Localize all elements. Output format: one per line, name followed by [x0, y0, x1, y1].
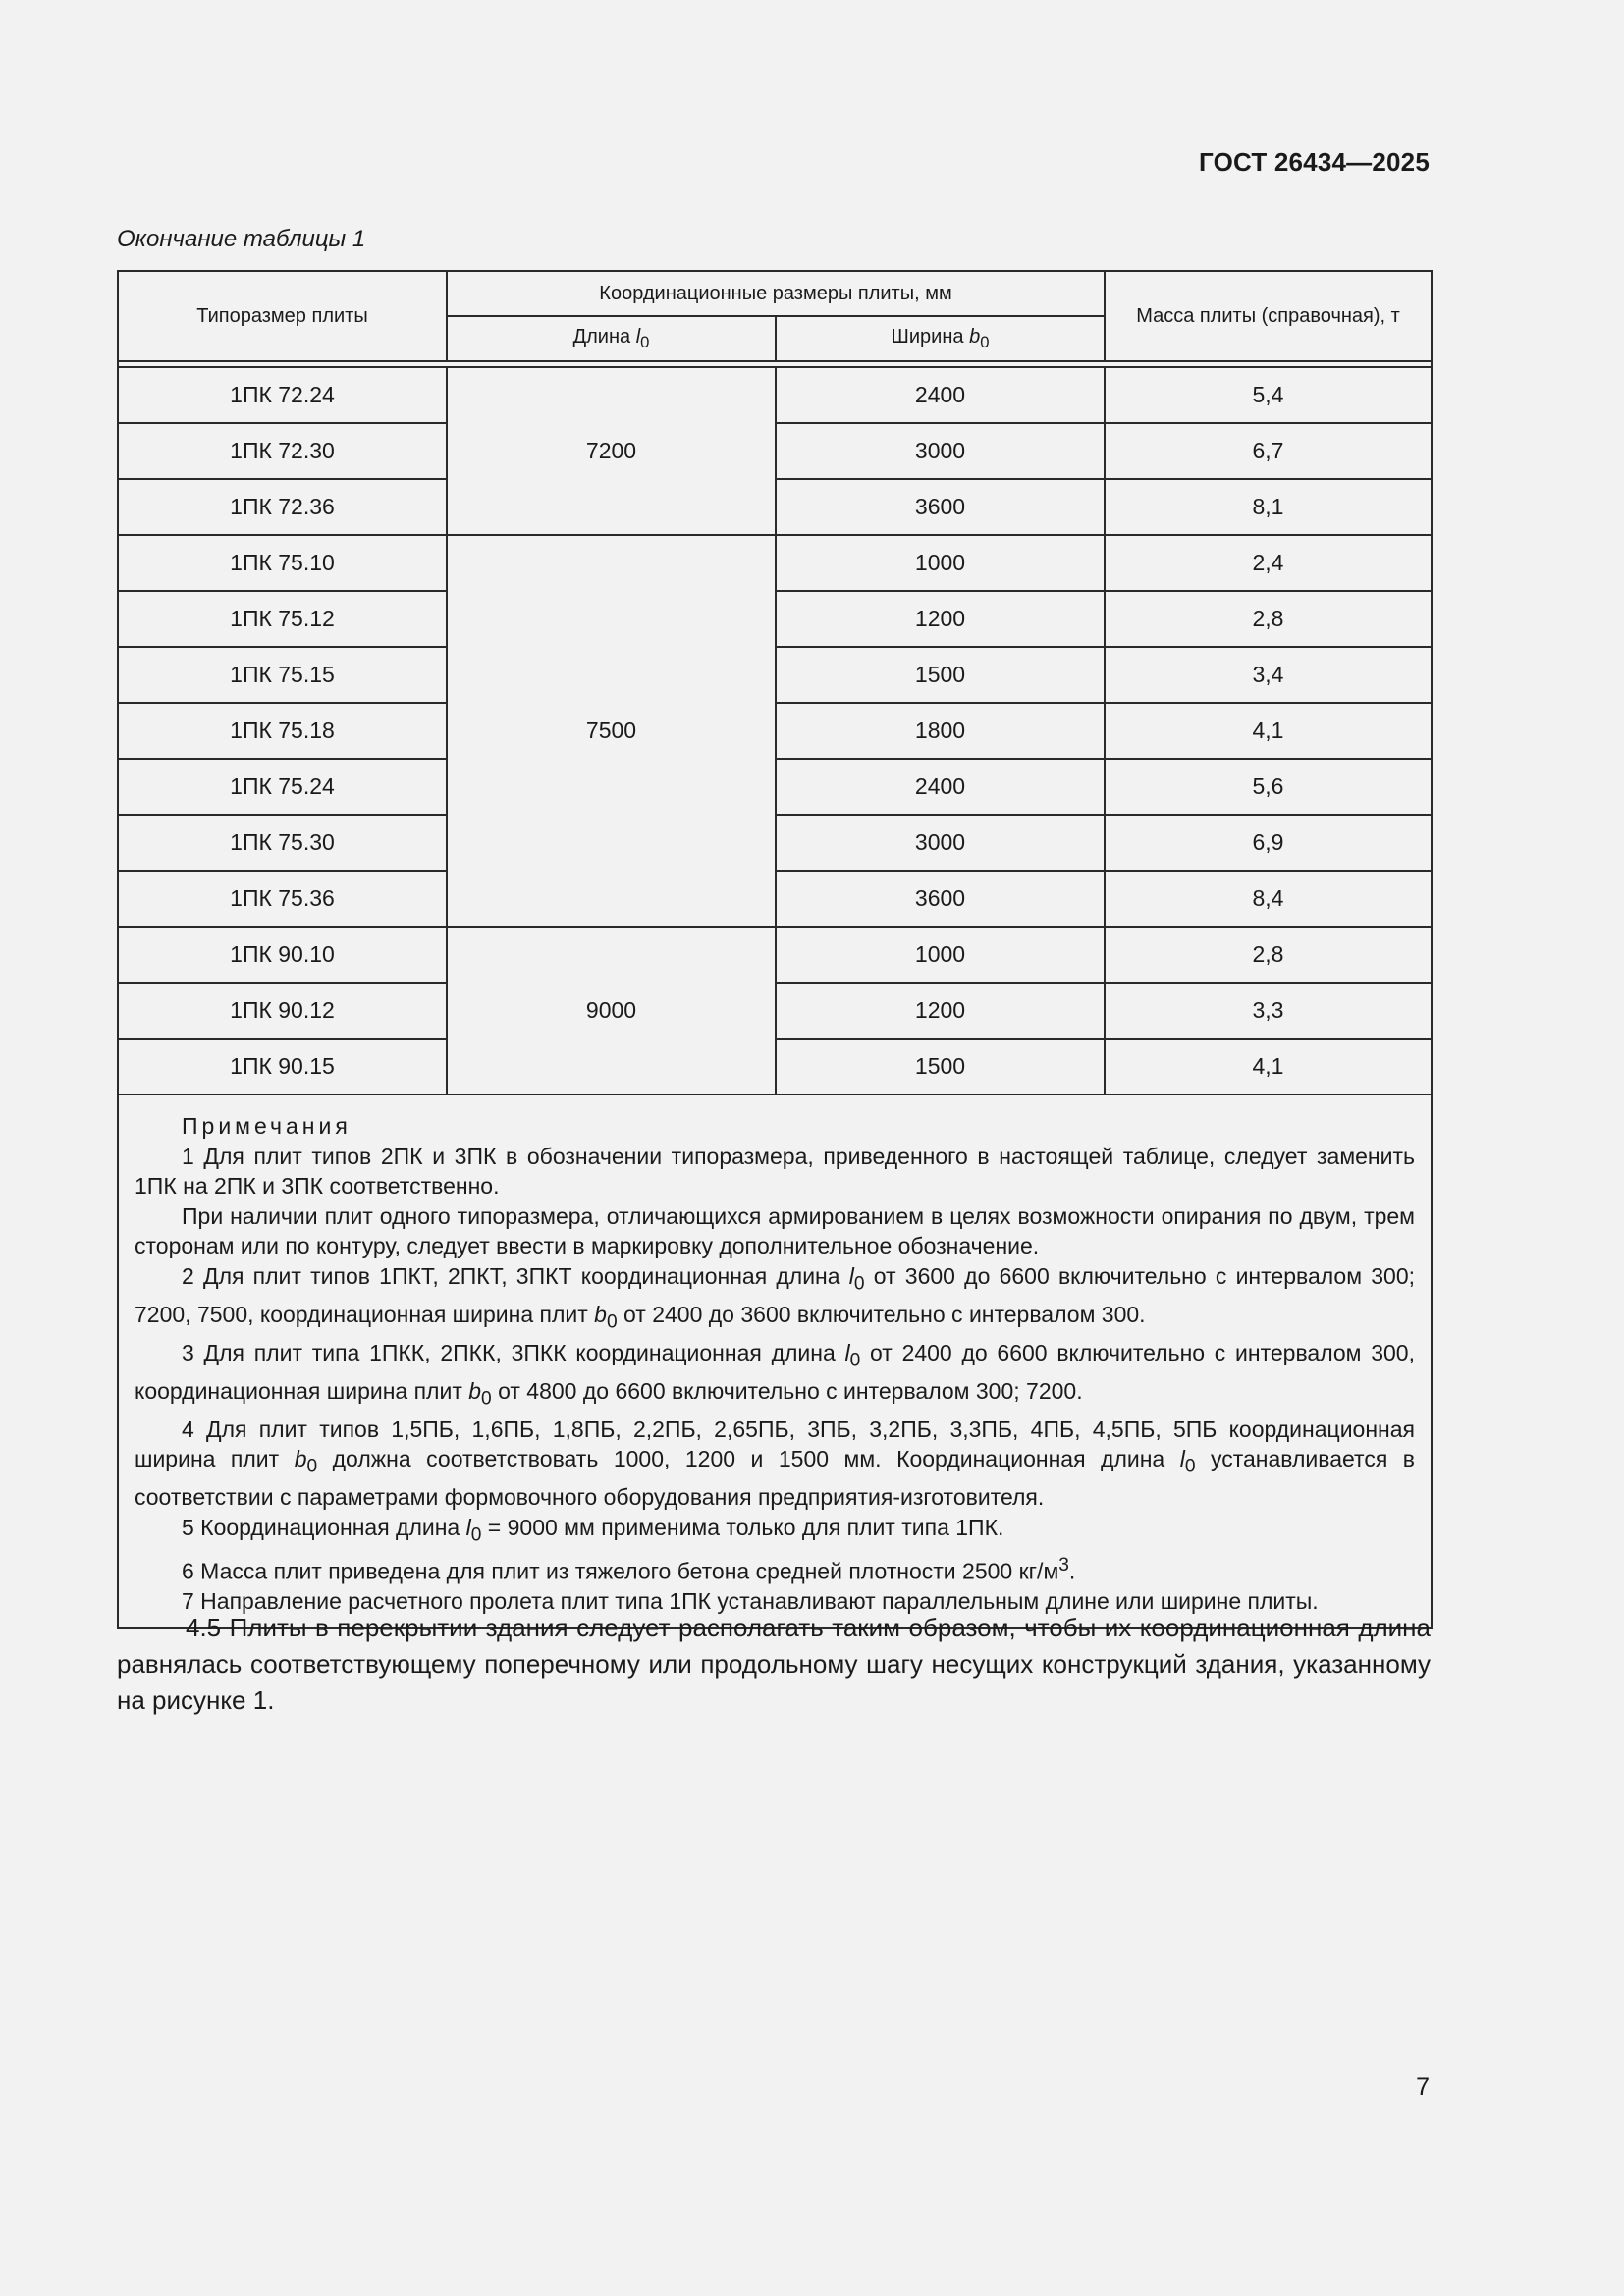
specification-table-container	[117, 270, 1431, 1629]
cell-mass: 8,1	[1105, 479, 1432, 535]
table-row	[118, 927, 1432, 983]
cell-width: 3000	[776, 815, 1105, 871]
table-row	[118, 367, 1432, 423]
cell-length: 7200	[447, 367, 776, 535]
note-2: 2 Для плит типов 1ПКТ, 2ПКТ, 3ПКТ координационная длина $l_0$ от 3600 до 6600 включительно с интервалом 300; 7200, 7500, координационная ширина плит $b_0$ от 2400 до 3600 включительно с интервалом 300.	[135, 1262, 1415, 1333]
cell-size: 1ПК 75.24	[118, 759, 447, 815]
cell-width: 1000	[776, 927, 1105, 983]
header-coord-dimensions: Координационные размеры плиты, мм	[447, 271, 1105, 316]
cell-width: 1500	[776, 1039, 1105, 1095]
cell-size: 1ПК 90.15	[118, 1039, 447, 1095]
cell-width: 1200	[776, 591, 1105, 647]
cell-width: 1200	[776, 983, 1105, 1039]
header-mass: Масса плиты (справочная), т	[1105, 271, 1432, 361]
document-code: ГОСТ 26434—2025	[1199, 147, 1430, 177]
cell-size: 1ПК 75.18	[118, 703, 447, 759]
cell-length: 9000	[447, 927, 776, 1095]
cell-length: 7500	[447, 535, 776, 927]
note-1b: При наличии плит одного типоразмера, отличающихся армированием в целях возможности опирания по двум, трем сторонам или по контуру, следует ввести в маркировку дополнительное обозначение.	[135, 1202, 1415, 1258]
table-body	[118, 367, 1432, 1095]
cell-width: 2400	[776, 759, 1105, 815]
cell-mass: 6,7	[1105, 423, 1432, 479]
cell-width: 3600	[776, 871, 1105, 927]
cell-mass: 5,4	[1105, 367, 1432, 423]
cell-size: 1ПК 90.10	[118, 927, 447, 983]
cell-size: 1ПК 75.36	[118, 871, 447, 927]
cell-size: 1ПК 75.30	[118, 815, 447, 871]
cell-width: 3600	[776, 479, 1105, 535]
cell-size: 1ПК 72.36	[118, 479, 447, 535]
note-6: 6 Масса плит приведена для плит из тяжелого бетона средней плотности 2500 $кг/м^3$.	[182, 1555, 1076, 1584]
cell-mass: 4,1	[1105, 1039, 1432, 1095]
cell-mass: 5,6	[1105, 759, 1432, 815]
note-7: 7 Направление расчетного пролета плит типа 1ПК устанавливают параллельным длине или ширине плиты.	[182, 1588, 1319, 1615]
cell-size: 1ПК 75.12	[118, 591, 447, 647]
cell-size: 1ПК 72.24	[118, 367, 447, 423]
header-width: Ширина $b_0$	[776, 316, 1105, 361]
cell-mass: 4,1	[1105, 703, 1432, 759]
cell-mass: 3,4	[1105, 647, 1432, 703]
note-4: 4 Для плит типов 1,5ПБ, 1,6ПБ, 1,8ПБ, 2,2ПБ, 2,65ПБ, 3ПБ, 3,2ПБ, 3,3ПБ, 4ПБ, 4,5ПБ, 5ПБ координационная ширина плит $b_0$ должна соответствовать 1000, 1200 и 1500 мм. Координационная длина $l_0$ устанавливается в соответствии с параметрами формовочного оборудования предприятия-изготовителя.	[135, 1415, 1415, 1511]
cell-mass: 2,8	[1105, 591, 1432, 647]
note-3: 3 Для плит типа 1ПКК, 2ПКК, 3ПКК координационная длина $l_0$ от 2400 до 6600 включительно с интервалом 300, координационная ширина плит $b_0$ от 4800 до 6600 включительно с интервалом 300; 7200.	[135, 1339, 1415, 1410]
page-number: 7	[1416, 2073, 1430, 2101]
cell-size: 1ПК 90.12	[118, 983, 447, 1039]
cell-mass: 6,9	[1105, 815, 1432, 871]
specification-table	[117, 270, 1433, 1629]
note-5: 5 Координационная длина $l_0 = 9000$ мм применима только для плит типа 1ПК.	[182, 1514, 1004, 1546]
cell-width: 1800	[776, 703, 1105, 759]
cell-size: 1ПК 72.30	[118, 423, 447, 479]
cell-mass: 2,8	[1105, 927, 1432, 983]
cell-size: 1ПК 75.15	[118, 647, 447, 703]
cell-size: 1ПК 75.10	[118, 535, 447, 591]
table-row	[118, 535, 1432, 591]
notes-block	[118, 1095, 1432, 1628]
header-size: Типоразмер плиты	[118, 271, 447, 361]
cell-mass: 8,4	[1105, 871, 1432, 927]
header-length: Длина $l_0$	[447, 316, 776, 361]
cell-width: 1500	[776, 647, 1105, 703]
cell-width: 2400	[776, 367, 1105, 423]
note-1: 1 Для плит типов 2ПК и 3ПК в обозначении типоразмера, приведенного в настоящей таблице, следует заменить 1ПК на 2ПК и 3ПК соответственно.	[135, 1143, 1415, 1199]
cell-width: 3000	[776, 423, 1105, 479]
table-caption: Окончание таблицы 1	[117, 226, 366, 252]
cell-mass: 3,3	[1105, 983, 1432, 1039]
cell-width: 1000	[776, 535, 1105, 591]
notes-title: Примечания	[182, 1113, 352, 1139]
cell-mass: 2,4	[1105, 535, 1432, 591]
body-paragraph: 4.5 Плиты в перекрытии здания следует располагать таким образом, чтобы их координационная длина равнялась соответствующему поперечному или продольному шагу несущих конструкций здания, указанному на рисунке 1.	[117, 1613, 1431, 1715]
